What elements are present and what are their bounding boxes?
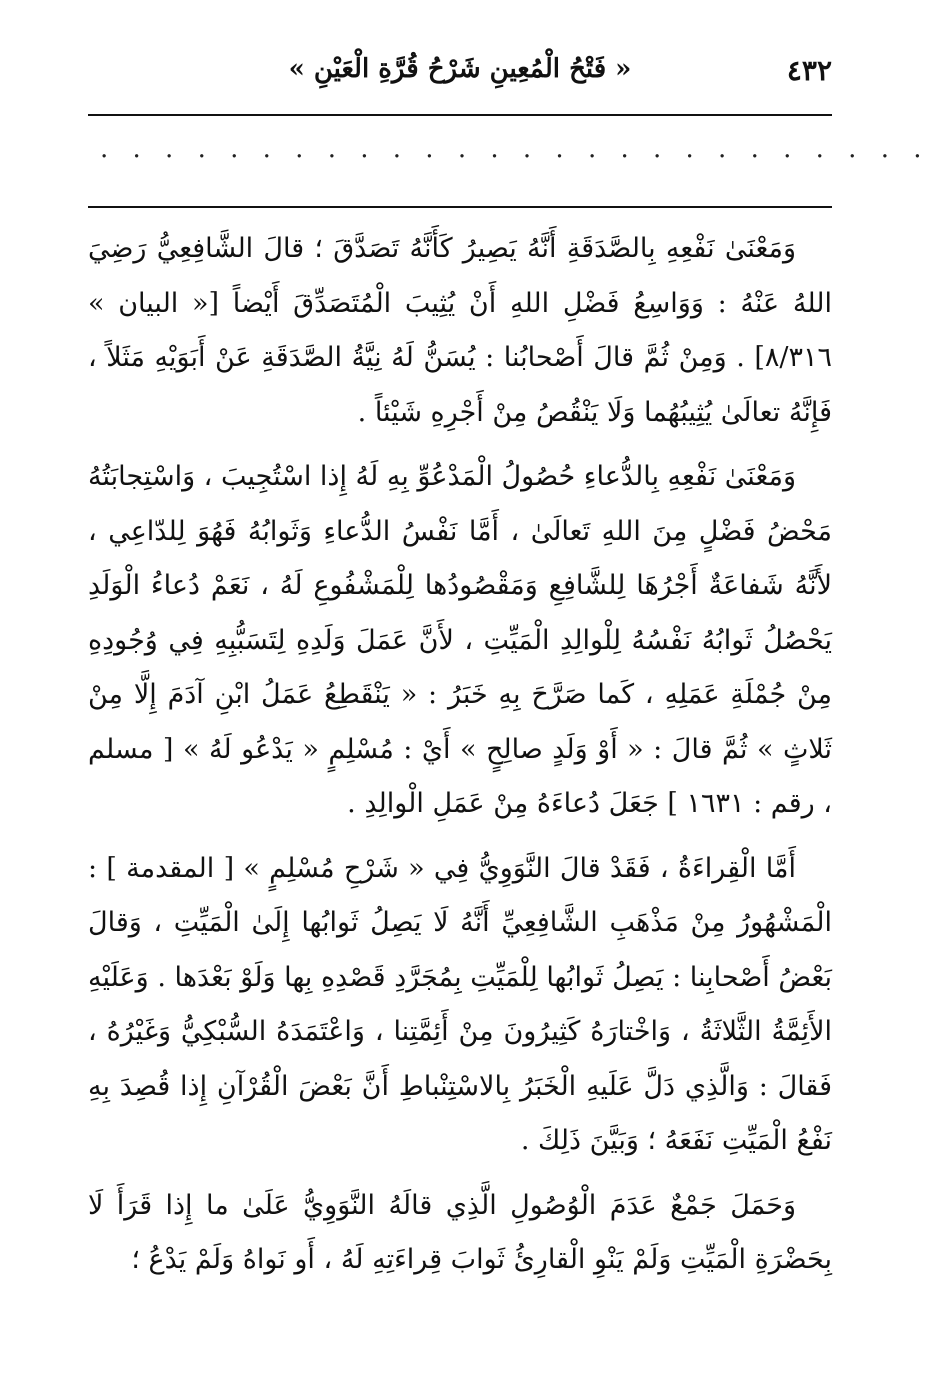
continuation-dots: . . . . . . . . . . . . . . . . . . . . . . . . . . [100,134,930,164]
paragraph-supplication: وَمَعْنَىٰ نَفْعِهِ بِالدُّعاءِ حُصُولُ الْمَدْعُوِّ بِهِ لَهُ إِذا اسْتُجِيبَ ، وَاسْتِجابَتُهُ مَحْضُ فَضْلٍ مِنَ اللهِ تَعالَىٰ ، أَمَّا نَفْسُ الدُّعاءِ وَثَوابُهُ فَهُوَ لِلدّاعِي ، لأَنَّهُ شَفاعَةٌ أَجْرُهَا لِلشَّافِعِ وَمَقْصُودُها لِلْمَشْفُوعِ لَهُ ، نَعَمْ دُعاءُ الْوَلَدِ يَحْصُلُ ثَوابُهُ نَفْسُهُ لِلْوالِدِ الْمَيِّتِ ، لأَنَّ عَمَلَ وَلَدِهِ لِتَسَبُّبِهِ فِي وُجُودِهِ مِنْ جُمْلَةِ عَمَلِهِ ، كَما صَرَّحَ بِهِ خَبَرُ : « يَنْقَطِعُ عَمَلُ ابْنِ آدَمَ إِلَّا مِنْ ثَلاثٍ » ثُمَّ قالَ : « أَوْ وَلَدٍ صالِحٍ » أَيْ : مُسْلِمٍ « يَدْعُو لَهُ » [ مسلم ، رقم : ١٦٣١ ] جَعَلَ دُعاءَهُ مِنْ عَمَلِ الْوالِدِ . [88,461,833,819]
section-rule [88,206,832,208]
running-title: « فَتْحُ الْمُعِينِ شَرْحُ قُرَّةِ الْعَيْنِ » [288,54,632,84]
header-rule [88,114,832,116]
paragraph-charity: وَمَعْنَىٰ نَفْعِهِ بِالصَّدَقَةِ أَنَّهُ يَصِيرُ كَأَنَّهُ تَصَدَّقَ ؛ قالَ الشَّافِعِيُّ رَضِيَ اللهُ عَنْهُ : وَوَاسِعُ فَضْلِ اللهِ أَنْ يُثِيبَ الْمُتَصَدِّقَ أَيْضاً [« البيان » ٨/٣١٦] . وَمِنْ ثُمَّ قالَ أَصْحابُنا : يُسَنُّ لَهُ نِيَّةُ الصَّدَقَةِ عَنْ أَبَوَيْهِ مَثَلاً ، فَإِنَّهُ تعالَىٰ يُثِيبُهُما وَلَا يَنْقُصُ مِنْ أَجْرِهِ شَيْئاً . [88,233,832,428]
main-text [88,222,832,1298]
paragraph-interpretation: وَحَمَلَ جَمْعٌ عَدَمَ الْوُصُولِ الَّذِي قالَهُ النَّوَوِيُّ عَلَىٰ ما إِذا قَرَأَ لَا بِحَضْرَةِ الْمَيِّتِ وَلَمْ يَنْوِ الْقارِئُ ثَوابَ قِراءَتِهِ لَهُ ، أَو نَواهُ وَلَمْ يَدْعُ ؛ [88,1189,832,1275]
paragraph-recitation: أَمَّا الْقِراءَةُ ، فَقَدْ قالَ النَّوَوِيُّ فِي « شَرْحِ مُسْلِمٍ » [ المقدمة ] : الْمَشْهُورُ مِنْ مَذْهَبِ الشَّافِعِيِّ أَنَّهُ لَا يَصِلُ ثَوابُها إِلَىٰ الْمَيِّتِ ، وَقالَ بَعْضُ أَصْحابِنا : يَصِلُ ثَوابُها لِلْمَيِّتِ بِمُجَرَّدِ قَصْدِهِ بِها وَلَوْ بَعْدَها . وَعَلَيْهِ الأَئِمَّةُ الثَّلاثَةُ ، وَاخْتارَهُ كَثِيرُونَ مِنْ أَئِمَّتِنا ، وَاعْتَمَدَهُ السُّبْكِيُّ وَغَيْرُهُ ، فَقالَ : وَالَّذِي دَلَّ عَلَيهِ الْخَبَرُ بِالاسْتِنْباطِ أَنَّ بَعْضَ الْقُرْآنِ إِذا قُصِدَ بِهِ نَفْعُ الْمَيِّتِ نَفَعَهُ ؛ وَبَيَّنَ ذَلِكَ . [88,852,832,1156]
page-header [88,50,832,110]
page-number: ٤٣٢ [786,54,832,87]
